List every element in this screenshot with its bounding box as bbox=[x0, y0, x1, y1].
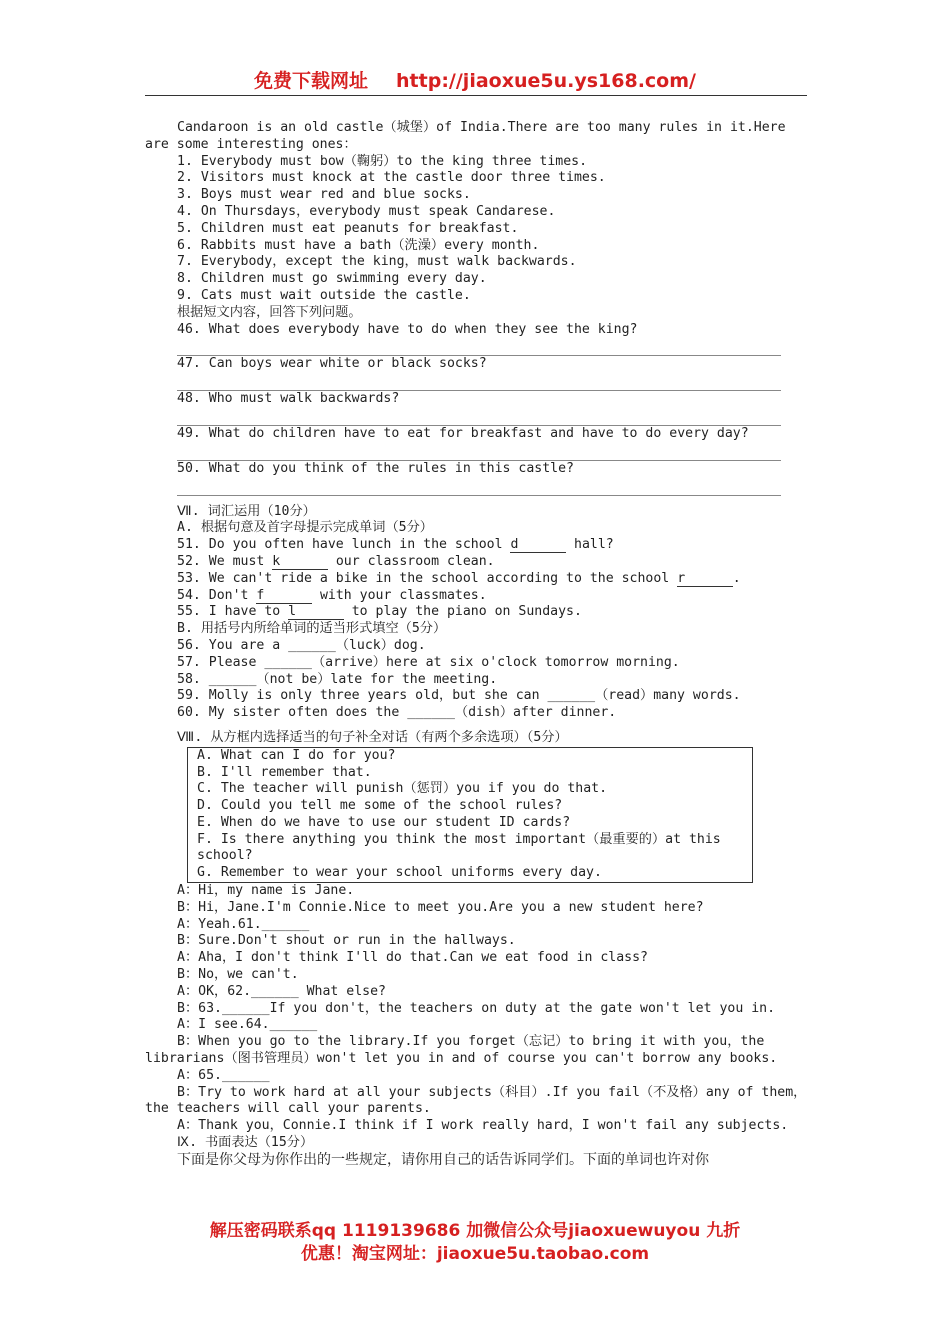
rule-item: 7. Everybody，except the king，must walk backwards. bbox=[177, 254, 577, 270]
option-item: B. I'll remember that. bbox=[197, 764, 372, 780]
header-url[interactable]: http://jiaoxue5u.ys168.com/ bbox=[396, 70, 696, 92]
section7-partB-title: B. 用括号内所给单词的适当形式填空（5分） bbox=[177, 621, 447, 637]
passage-intro: Candaroon is an old castle（城堡）of India.There are too many rules in it.Here are some interesting ones： bbox=[145, 120, 786, 152]
question-item: 46. What does everybody have to do when they see the king? bbox=[177, 321, 638, 337]
page-header bbox=[145, 66, 805, 93]
item-text: . bbox=[732, 570, 741, 586]
rule-item: 6. Rabbits must have a bath（洗澡）every month. bbox=[177, 237, 540, 253]
rule-item: 8. Children must go swimming every day. bbox=[177, 271, 487, 287]
dialogue-line: B：Hi，Jane.I'm Connie.Nice to meet you.Are you a new student here? bbox=[177, 899, 704, 915]
document-body bbox=[145, 120, 810, 1169]
rule-item: 5. Children must eat peanuts for breakfast. bbox=[177, 220, 519, 236]
dialogue-line: A：Hi，my name is Jane. bbox=[177, 883, 355, 899]
partA-list bbox=[145, 537, 810, 621]
item-text: 52. We must bbox=[177, 553, 273, 569]
item-text: with your classmates. bbox=[312, 587, 487, 603]
footer-line-1: 解压密码联系qq 1119139686 加微信公众号jiaoxuewuyou 九折 bbox=[209, 1221, 741, 1241]
fill-item bbox=[145, 537, 810, 554]
hint-letter: r bbox=[677, 570, 686, 586]
item-text: 51. Do you often have lunch in the school bbox=[177, 537, 511, 553]
dialogue-line: A：65.______ bbox=[177, 1067, 270, 1083]
dialogue-line: B：63.______If you don't，the teachers on duty at the gate won't let you in. bbox=[177, 1000, 776, 1016]
page-footer bbox=[145, 1220, 805, 1266]
option-item: A. What can I do for you? bbox=[197, 747, 396, 763]
dialogue-line: A：Thank you，Connie.I think if I work really hard，I won't fail any subjects. bbox=[177, 1118, 789, 1134]
instruction: 根据短文内容，回答下列问题。 bbox=[177, 304, 362, 320]
item-text: to play the piano on Sundays. bbox=[343, 604, 582, 620]
rule-item: 9. Cats must wait outside the castle. bbox=[177, 287, 471, 303]
item-text: our classroom clean. bbox=[327, 553, 495, 569]
header-divider bbox=[145, 95, 807, 96]
item-text: 54. Don't bbox=[177, 587, 257, 603]
footer-line-2: 优惠！淘宝网址：jiaoxue5u.taobao.com bbox=[300, 1244, 650, 1264]
dialogue-line: B：No，we can't. bbox=[177, 967, 299, 983]
item-text: 55. I have to bbox=[177, 604, 289, 620]
rule-item: 4. On Thursdays，everybody must speak Candarese. bbox=[177, 203, 556, 219]
fill-item: 58. ______（not be）late for the meeting. bbox=[177, 671, 498, 687]
fill-item bbox=[145, 571, 810, 588]
dialogue-line: A：Aha，I don't think I'll do that.Can we eat food in class? bbox=[177, 950, 648, 966]
fill-item: 59. Molly is only three years old，but she can ______（read）many words. bbox=[177, 688, 741, 704]
option-item: D. Could you tell me some of the school rules? bbox=[197, 798, 563, 814]
option-item: F. Is there anything you think the most important（最重要的）at this school? bbox=[197, 831, 721, 864]
answer-line[interactable] bbox=[177, 408, 781, 426]
dialogue-line: B：When you go to the library.If you forget（忘记）to bring it with you，the librarians（图书管理员）won't let you in and of course you can't borrow any books. bbox=[145, 1034, 778, 1067]
letter-blank[interactable] bbox=[510, 538, 566, 553]
dialogue-line: A：I see.64.______ bbox=[177, 1017, 318, 1033]
questions-list bbox=[145, 322, 810, 496]
letter-blank[interactable] bbox=[677, 572, 733, 587]
hint-letter: d bbox=[510, 537, 519, 553]
rule-item: 1. Everybody must bow（鞠躬）to the king three times. bbox=[177, 153, 588, 169]
fill-item: 56. You are a ______（luck）dog. bbox=[177, 637, 426, 653]
section9-text: 下面是你父母为你作出的一些规定，请你用自己的话告诉同学们。下面的单词也许对你 bbox=[177, 1151, 709, 1168]
header-label: 免费下载网址 bbox=[254, 70, 369, 92]
section9-title: Ⅸ. 书面表达（15分） bbox=[177, 1135, 314, 1151]
rule-item: 2. Visitors must knock at the castle door three times. bbox=[177, 170, 606, 186]
letter-blank[interactable] bbox=[256, 589, 312, 604]
dialogue bbox=[145, 883, 810, 1135]
section7-partA-title: A. 根据句意及首字母提示完成单词（5分） bbox=[177, 520, 433, 536]
question-item: 50. What do you think of the rules in this castle? bbox=[177, 460, 574, 476]
dialogue-line: B：Try to work hard at all your subjects（科目）.If you fail（不及格）any of them，the teachers will call your parents. bbox=[145, 1084, 807, 1117]
answer-line[interactable] bbox=[177, 373, 781, 391]
hint-letter: l bbox=[288, 604, 297, 620]
question-item: 47. Can boys wear white or black socks? bbox=[177, 356, 487, 372]
options-box bbox=[187, 747, 753, 883]
item-text: hall? bbox=[566, 537, 614, 553]
question-item: 48. Who must walk backwards? bbox=[177, 391, 400, 407]
section8-title: Ⅷ. 从方框内选择适当的句子补全对话（有两个多余选项）（5分） bbox=[177, 729, 568, 745]
dialogue-line: B：Sure.Don't shout or run in the hallways. bbox=[177, 933, 516, 949]
hint-letter: k bbox=[272, 553, 281, 569]
answer-line[interactable] bbox=[177, 443, 781, 461]
rule-item: 3. Boys must wear red and blue socks. bbox=[177, 187, 471, 203]
fill-item bbox=[145, 588, 810, 605]
item-text: 53. We can't ride a bike in the school according to the school bbox=[177, 570, 678, 586]
question-item: 49. What do children have to eat for breakfast and have to do every day? bbox=[177, 425, 749, 441]
option-item: E. When do we have to use our student ID cards? bbox=[197, 814, 571, 830]
fill-item: 60. My sister often does the ______（dish）after dinner. bbox=[177, 705, 617, 721]
answer-line[interactable] bbox=[177, 478, 781, 496]
hint-letter: f bbox=[256, 587, 265, 603]
letter-blank[interactable] bbox=[272, 555, 328, 570]
dialogue-line: A：OK，62.______ What else? bbox=[177, 983, 386, 999]
fill-item bbox=[145, 554, 810, 571]
answer-line[interactable] bbox=[177, 338, 781, 356]
option-item: C. The teacher will punish（惩罚）you if you do that. bbox=[197, 781, 608, 797]
section7-title: Ⅶ. 词汇运用（10分） bbox=[177, 503, 316, 519]
partB-list bbox=[145, 638, 810, 722]
rules-list bbox=[145, 154, 810, 305]
fill-item bbox=[145, 604, 810, 621]
letter-blank[interactable] bbox=[288, 605, 344, 620]
option-item: G. Remember to wear your school uniforms every day. bbox=[197, 865, 602, 881]
fill-item: 57. Please ______（arrive）here at six o'clock tomorrow morning. bbox=[177, 654, 680, 670]
dialogue-line: A：Yeah.61.______ bbox=[177, 916, 310, 932]
